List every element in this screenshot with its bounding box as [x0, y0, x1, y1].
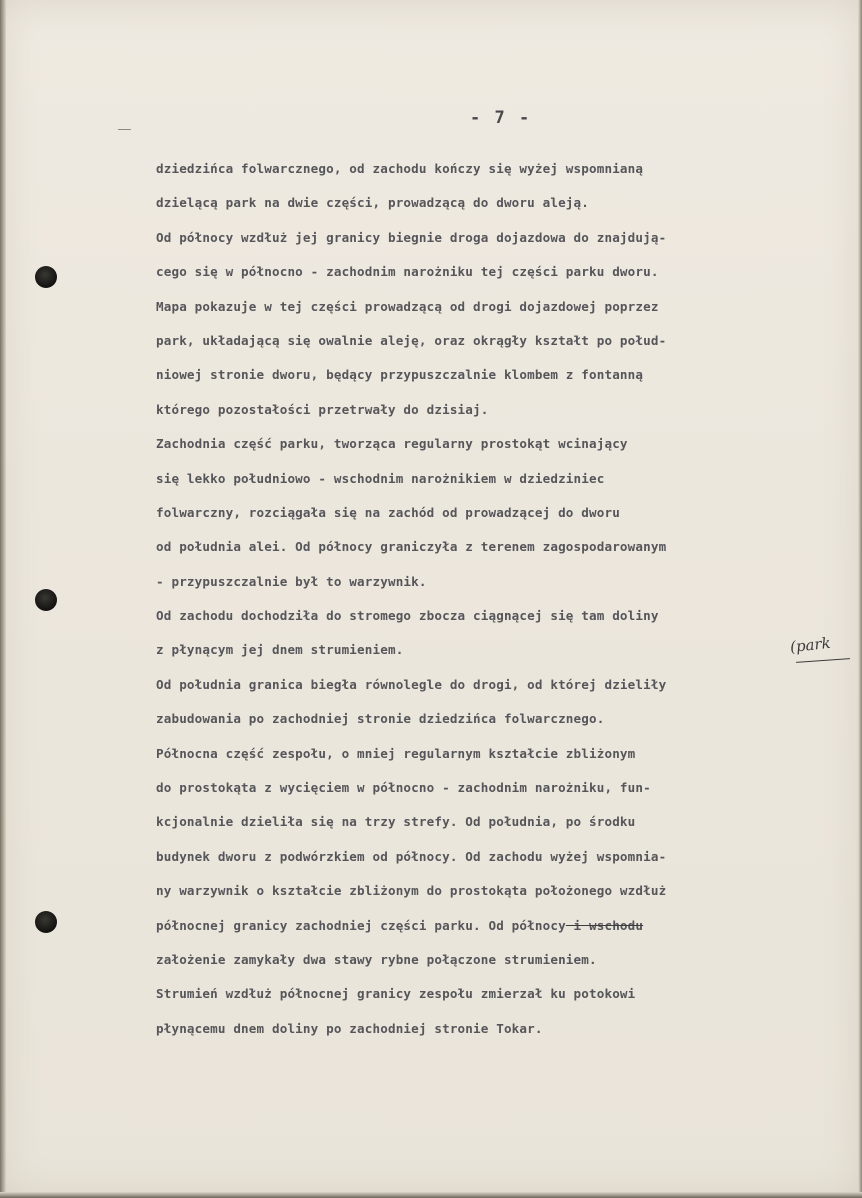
text-line: Od północy wzdłuż jej granicy biegnie droga dojazdowa do znajdują-	[156, 229, 667, 245]
text-line: Strumień wzdłuż północnej granicy zespołu zmierzał ku potokowi	[156, 986, 636, 1002]
text-line: ny warzywnik o kształcie zbliżonym do prostokąta położonego wzdłuż	[156, 883, 667, 899]
struck-out-text: i wschodu	[565, 917, 644, 933]
punch-hole-top	[35, 266, 57, 288]
text-line: z płynącym jej dnem strumieniem.	[156, 642, 404, 658]
text-line: dzielącą park na dwie części, prowadzącą do dworu aleją.	[156, 195, 589, 211]
typed-text-body	[156, 152, 856, 1046]
text-line: folwarczny, rozciągała się na zachód od prowadzącej do dworu	[156, 504, 620, 520]
text-line: Od południa granica biegła równolegle do drogi, od której dzieliły	[156, 676, 667, 692]
page-number: - 7 -	[470, 108, 532, 128]
handwritten-margin-note: (park	[789, 633, 832, 657]
punch-hole-middle	[35, 589, 57, 611]
text-line-main: północnej granicy zachodniej części parku. Od północy	[156, 917, 566, 933]
text-line: park, układającą się owalnie aleję, oraz okrągły kształt po połud-	[156, 332, 667, 348]
text-line: zabudowania po zachodniej stronie dziedzińca folwarcznego.	[156, 711, 605, 727]
text-line: niowej stronie dworu, będący przypuszczalnie klombem z fontanną	[156, 367, 644, 383]
text-line: budynek dworu z podwórzkiem od północy. Od zachodu wyżej wspomnia-	[156, 848, 667, 864]
punch-hole-bottom	[35, 911, 57, 933]
page-edge-right	[858, 0, 862, 1198]
margin-mark	[118, 129, 131, 130]
text-line: dziedzińca folwarcznego, od zachodu kończy się wyżej wspomnianą	[156, 161, 644, 176]
text-line: do prostokąta z wycięciem w północno - zachodnim narożniku, fun-	[156, 780, 651, 796]
text-line: Północna część zespołu, o mniej regularnym kształcie zbliżonym	[156, 745, 636, 761]
text-line: Mapa pokazuje w tej części prowadzącą od drogi dojazdowej poprzez	[156, 298, 659, 314]
text-line: od południa alei. Od północy graniczyła z terenem zagospodarowanym	[156, 539, 667, 555]
text-line: cego się w północno - zachodnim narożniku tej części parku dworu.	[156, 264, 659, 280]
text-line: Od zachodu dochodziła do stromego zbocza ciągnącej się tam doliny	[156, 608, 659, 624]
text-line: kcjonalnie dzieliła się na trzy strefy. Od południa, po środku	[156, 814, 636, 830]
text-line: Zachodnia część parku, tworząca regularny prostokąt wcinający	[156, 436, 628, 452]
text-line: założenie zamykały dwa stawy rybne połączone strumieniem.	[156, 951, 597, 967]
text-line	[156, 909, 856, 943]
text-line: - przypuszczalnie był to warzywnik.	[156, 573, 427, 589]
text-line: którego pozostałości przetrwały do dzisiaj.	[156, 401, 489, 417]
page-edge-left	[0, 0, 6, 1198]
text-line: się lekko południowo - wschodnim narożnikiem w dziedziniec	[156, 470, 605, 486]
text-line: płynącemu dnem doliny po zachodniej stronie Tokar.	[156, 1020, 543, 1036]
page-edge-bottom	[0, 1192, 862, 1198]
